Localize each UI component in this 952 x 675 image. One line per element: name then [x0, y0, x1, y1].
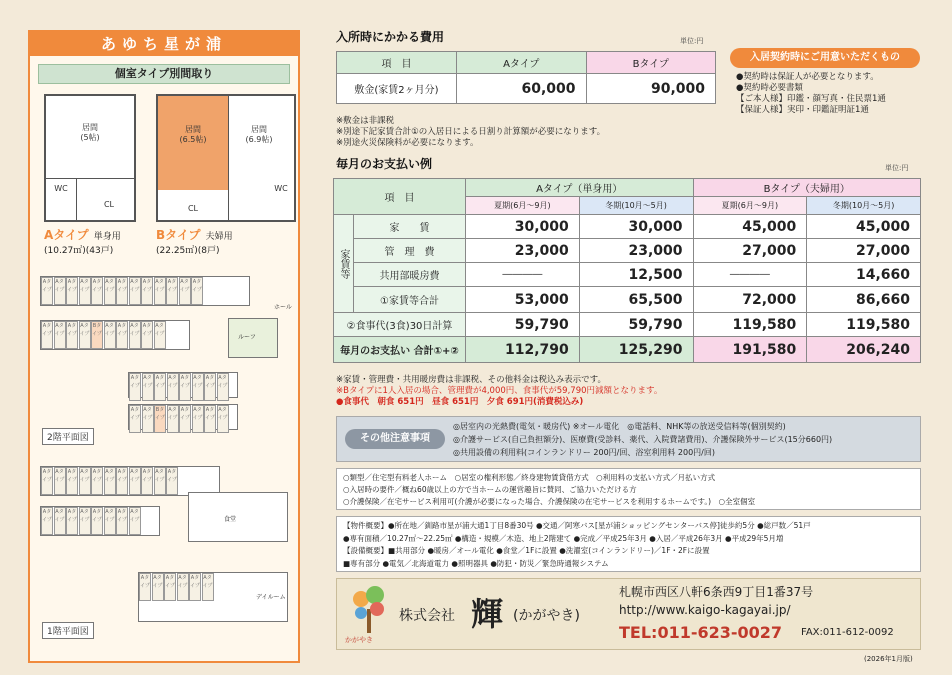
entry-h-item: 項 目 — [337, 52, 457, 74]
monthly-row-label: 共用部暖房費 — [354, 263, 466, 287]
tree-logo-icon — [347, 583, 391, 637]
monthly-cell: 53,000 — [466, 287, 580, 313]
company-tel: TEL:011-623-0027 — [619, 623, 783, 642]
floor-room-cell: Aタイプ — [129, 507, 141, 535]
floor-room-cell: Aタイプ — [192, 405, 204, 433]
monthly-cell: 86,660 — [807, 287, 921, 313]
outline-line: ■専有部分 ●電気／北海道電力 ●照明器具 ●防犯・防災／緊急時通報システム — [343, 558, 609, 568]
monthly-cell: 59,790 — [466, 313, 580, 337]
type-a-room-label: 居間 — [82, 123, 98, 132]
floor-room-cell: Aタイプ — [116, 467, 128, 495]
floor-room-cell: Aタイプ — [104, 467, 116, 495]
type-b-kind: 夫婦用 — [205, 232, 233, 242]
monthly-cell: 30,000 — [579, 215, 693, 239]
floor-room-cell: Aタイプ — [179, 405, 191, 433]
floor-room-cell: Bタイプ — [154, 405, 166, 433]
floor-room-cell: Aタイプ — [154, 277, 166, 305]
floor-room-cell: Aタイプ — [104, 321, 116, 349]
floor-1-plan — [38, 462, 294, 632]
entry-note: ※別途火災保険料が必要になります。 — [336, 138, 479, 148]
floor-room-cell: Aタイプ — [66, 321, 78, 349]
floor-room-cell: Aタイプ — [167, 373, 179, 401]
entry-row-label: 敷金(家賃2ヶ月分) — [337, 74, 457, 104]
other-note-line: ◎共用設備の利用料(コインランドリー 200円/回、浴室利用料 200円/回) — [453, 448, 715, 457]
floor-room-cell: Aタイプ — [116, 277, 128, 305]
monthly-cell: 14,660 — [807, 263, 921, 287]
floor-room-cell: Aタイプ — [41, 321, 53, 349]
floor-room-cell: Aタイプ — [66, 277, 78, 305]
entry-unit: 単位:円 — [680, 37, 704, 45]
floor-room-cell: Aタイプ — [91, 507, 103, 535]
type-a-area: (10.27㎡)(43戸) — [44, 246, 114, 256]
floor-room-cell: Aタイプ — [41, 467, 53, 495]
monthly-cell: 12,500 — [579, 263, 693, 287]
company-reading: (かがやき) — [513, 608, 580, 624]
floor-room-cell: Aタイプ — [129, 277, 141, 305]
type-a-plan — [44, 94, 136, 222]
meal-price-note: ●食事代 朝食 651円 昼食 651円 夕食 691円(消費税込み) — [336, 397, 584, 407]
floor-1-label: 1階平面図 — [42, 622, 94, 639]
floor-room-cell: Aタイプ — [217, 405, 229, 433]
floor-room-cell: Aタイプ — [54, 277, 66, 305]
floor-room-cell: Aタイプ — [129, 321, 141, 349]
facility-info-box — [336, 468, 921, 510]
hall-label: ホール — [274, 304, 292, 311]
monthly-cell: 23,000 — [466, 239, 580, 263]
monthly-total-cell: 191,580 — [693, 337, 807, 363]
type-b-name: Bタイプ — [156, 228, 201, 242]
floor-room-cell: Aタイプ — [91, 467, 103, 495]
floor-room-cell: Aタイプ — [79, 277, 91, 305]
floor-room-cell: Aタイプ — [66, 467, 78, 495]
dining-label: 食堂 — [224, 516, 237, 523]
monthly-title: 毎月のお支払い例 — [336, 157, 433, 171]
monthly-cell: 45,000 — [807, 215, 921, 239]
monthly-note: ※Bタイプに1人入居の場合、管理費が4,000円、食事代が59,790円減額となります。 — [336, 386, 663, 396]
day-room-label: デイルーム — [256, 594, 286, 601]
monthly-h-b-winter: 冬期(10月～5月) — [807, 197, 921, 215]
monthly-cell: 30,000 — [466, 215, 580, 239]
monthly-total-cell: 112,790 — [466, 337, 580, 363]
total-row-label: 毎月のお支払い 合計①+② — [334, 337, 466, 363]
floor-room-cell: Aタイプ — [191, 277, 203, 305]
floor-room-cell: Aタイプ — [79, 507, 91, 535]
monthly-h-b: Bタイプ（夫婦用） — [693, 179, 921, 197]
monthly-table — [333, 178, 921, 363]
floor-2-label: 2階平面図 — [42, 428, 94, 445]
floor-room-cell: Bタイプ — [91, 321, 103, 349]
outline-line: 【物件概要】●所在地／釧路市星が浦大通1丁目8番30号 ●交通／阿寒バス[星が浦ショッピングセンターバス停]徒歩約5分 ●総戸数／51戸 — [343, 521, 811, 530]
type-b-room1-size: (6.5帖) — [179, 135, 207, 144]
company-url[interactable]: http://www.kaigo-kagayai.jp/ — [619, 603, 791, 617]
floor-room-cell: Aタイプ — [104, 507, 116, 535]
property-outline-box — [336, 516, 921, 572]
entry-note: ※別途下記家賃合計①の入居日による日割り計算額が必要になります。 — [336, 127, 606, 137]
entry-h-a: Aタイプ — [457, 52, 587, 74]
floor-room-cell: Aタイプ — [41, 507, 53, 535]
info-line: ○類型／住宅型有料老人ホーム ○居室の権利形態／終身建物賃貸借方式 ○利用料の支払い方式／月払い方式 — [343, 473, 716, 482]
type-a-name: Aタイプ — [44, 228, 89, 242]
floor-room-cell: Aタイプ — [141, 277, 153, 305]
monthly-h-a-summer: 夏期(6月～9月) — [466, 197, 580, 215]
type-a-wc: WC — [54, 184, 68, 193]
floor-room-cell: Aタイプ — [152, 573, 164, 601]
floor-room-cell: Aタイプ — [129, 373, 141, 401]
entry-title: 入所時にかかる費用 — [336, 30, 445, 44]
edition-date: (2026年1月版) — [864, 655, 913, 663]
monthly-h-a: Aタイプ（単身用） — [466, 179, 694, 197]
floor-room-cell: Aタイプ — [179, 277, 191, 305]
info-line: ○介護保険／在宅サービス利用可(介護が必要になった場合、介護保険の在宅サービスを利用するホームです。) ○全室個室 — [343, 497, 756, 506]
floor-room-cell: Aタイプ — [54, 467, 66, 495]
company-prefix: 株式会社 — [399, 608, 455, 624]
entry-note: ※敷金は非課税 — [336, 116, 395, 126]
entry-table — [336, 51, 716, 104]
other-note-line: ◎介護サービス(自己負担額分)、医療費(受診料、薬代、入院費諸費用)、介護保険外サービス(15分660円) — [453, 435, 833, 444]
floor-room-cell: Aタイプ — [166, 277, 178, 305]
entry-notes — [336, 116, 716, 149]
floor-room-cell: Aタイプ — [141, 467, 153, 495]
monthly-notes — [336, 375, 924, 408]
type-a-room-size: (5帖) — [80, 133, 100, 142]
floor-room-cell: Aタイプ — [142, 373, 154, 401]
type-b-wc: WC — [274, 184, 288, 193]
floor-room-cell: Aタイプ — [217, 373, 229, 401]
type-a-caption — [44, 224, 154, 256]
floor-room-cell: Aタイプ — [139, 573, 151, 601]
floor-room-cell: Aタイプ — [202, 573, 214, 601]
type-b-area: (22.25㎡)(8戸) — [156, 246, 220, 256]
monthly-cell: 59,790 — [579, 313, 693, 337]
type-b-room1-label: 居間 — [185, 125, 201, 134]
type-a-kind: 単身用 — [93, 232, 121, 242]
floor-room-cell: Aタイプ — [204, 405, 216, 433]
monthly-cell: 119,580 — [693, 313, 807, 337]
monthly-row-label: 家 賃 — [354, 215, 466, 239]
monthly-note: ※家賃・管理費・共用暖房費は非課税、その他料金は税込み表示です。 — [336, 375, 606, 385]
company-fax: FAX:011-612-0092 — [801, 627, 894, 638]
floor-room-cell: Aタイプ — [41, 277, 53, 305]
floor-room-cell: Aタイプ — [179, 373, 191, 401]
monthly-cell: ―――― — [466, 263, 580, 287]
contract-line: ●契約時必要書類 — [736, 83, 803, 93]
roof-label: ルーフ — [238, 334, 256, 341]
entry-h-b: Bタイプ — [586, 52, 716, 74]
other-notes-box — [336, 416, 921, 462]
floor-room-cell: Aタイプ — [116, 507, 128, 535]
monthly-h-b-summer: 夏期(6月～9月) — [693, 197, 807, 215]
monthly-cell: 27,000 — [807, 239, 921, 263]
floor-room-cell: Aタイプ — [204, 373, 216, 401]
floor-room-cell: Aタイプ — [54, 321, 66, 349]
monthly-h-a-winter: 冬期(10月～5月) — [579, 197, 693, 215]
info-line: ○入居時の要件／概ね60歳以上の方で当ホームの運営趣旨に賛同、ご協力いただける方 — [343, 485, 637, 494]
type-b-caption — [156, 224, 296, 256]
company-name: 輝 — [471, 595, 504, 633]
floor-room-cell: Aタイプ — [192, 373, 204, 401]
contract-line: 【ご本人様】印鑑・顔写真・住民票1通 — [736, 94, 886, 104]
monthly-unit: 単位:円 — [885, 164, 909, 172]
company-address: 札幌市西区八軒6条西9丁目1番37号 — [619, 585, 814, 599]
logo-text: かがやき — [345, 636, 373, 644]
monthly-h-item: 項 目 — [334, 179, 466, 215]
floor-room-cell: Aタイプ — [79, 467, 91, 495]
monthly-total-cell: 206,240 — [807, 337, 921, 363]
monthly-group-label: 家賃等 — [334, 215, 354, 313]
floor-2-plan — [38, 272, 294, 440]
floor-room-cell: Aタイプ — [164, 573, 176, 601]
floor-room-cell: Aタイプ — [66, 507, 78, 535]
entry-a-value: 60,000 — [457, 74, 587, 104]
layout-heading: 個室タイプ別間取り — [38, 64, 290, 84]
monthly-total-cell: 125,290 — [579, 337, 693, 363]
floor-room-cell: Aタイプ — [154, 321, 166, 349]
floor-room-cell: Aタイプ — [189, 573, 201, 601]
contract-title: 入居契約時にご用意いただくもの — [730, 48, 920, 68]
monthly-cell: 72,000 — [693, 287, 807, 313]
monthly-cell: 23,000 — [579, 239, 693, 263]
monthly-cell: 119,580 — [807, 313, 921, 337]
monthly-cell: ―――― — [693, 263, 807, 287]
outline-line: 【設備概要】■共用部分 ●暖房／オール電化 ●食堂／1Fに設置 ●洗濯室(コインランドリー)／1F・2Fに設置 — [343, 546, 710, 555]
floor-room-cell: Aタイプ — [91, 277, 103, 305]
company-box — [336, 578, 921, 650]
contract-box — [730, 48, 920, 148]
type-a-cl: CL — [103, 200, 115, 209]
monthly-row-label: ①家賃等合計 — [354, 287, 466, 313]
food-row-label: ②食事代(3食)30日計算 — [334, 313, 466, 337]
monthly-cell: 45,000 — [693, 215, 807, 239]
contract-line: 【保証人様】実印・印鑑証明証1通 — [736, 105, 869, 115]
floor-room-cell: Aタイプ — [177, 573, 189, 601]
facility-title: あゆち星が浦 — [30, 32, 298, 56]
floor-room-cell: Aタイプ — [141, 321, 153, 349]
monthly-row-label: 管 理 費 — [354, 239, 466, 263]
type-b-cl: CL — [187, 204, 199, 213]
floor-room-cell: Aタイプ — [79, 321, 91, 349]
other-note-line: ◎居室内の光熱費(電気・暖房代) ※オール電化 ◎電話料、NHK等の放送受信料等(個別契約) — [453, 422, 786, 431]
floor-room-cell: Aタイプ — [166, 467, 178, 495]
floorplan-panel — [28, 30, 300, 663]
floor-room-cell: Aタイプ — [116, 321, 128, 349]
floor-room-cell: Aタイプ — [129, 467, 141, 495]
type-b-room2-size: (6.9帖) — [245, 135, 273, 144]
type-b-plan — [156, 94, 296, 222]
contract-line: ●契約時は保証人が必要となります。 — [736, 72, 879, 82]
floor-room-cell: Aタイプ — [54, 507, 66, 535]
floor-room-cell: Aタイプ — [142, 405, 154, 433]
entry-b-value: 90,000 — [586, 74, 716, 104]
type-b-room2-label: 居間 — [251, 125, 267, 134]
monthly-cell: 65,500 — [579, 287, 693, 313]
outline-line: ●専有面積／10.27㎡～22.25㎡ ●構造・規模／木造、地上2階建て ●完成／平成25年3月 ●入居／平成26年3月 ●平成29年5月増 — [343, 533, 784, 543]
floor-room-cell: Aタイプ — [104, 277, 116, 305]
floor-room-cell: Aタイプ — [154, 373, 166, 401]
monthly-cell: 27,000 — [693, 239, 807, 263]
other-notes-title: その他注意事項 — [345, 429, 445, 449]
floor-room-cell: Aタイプ — [129, 405, 141, 433]
floor-room-cell: Aタイプ — [167, 405, 179, 433]
floor-room-cell: Aタイプ — [154, 467, 166, 495]
